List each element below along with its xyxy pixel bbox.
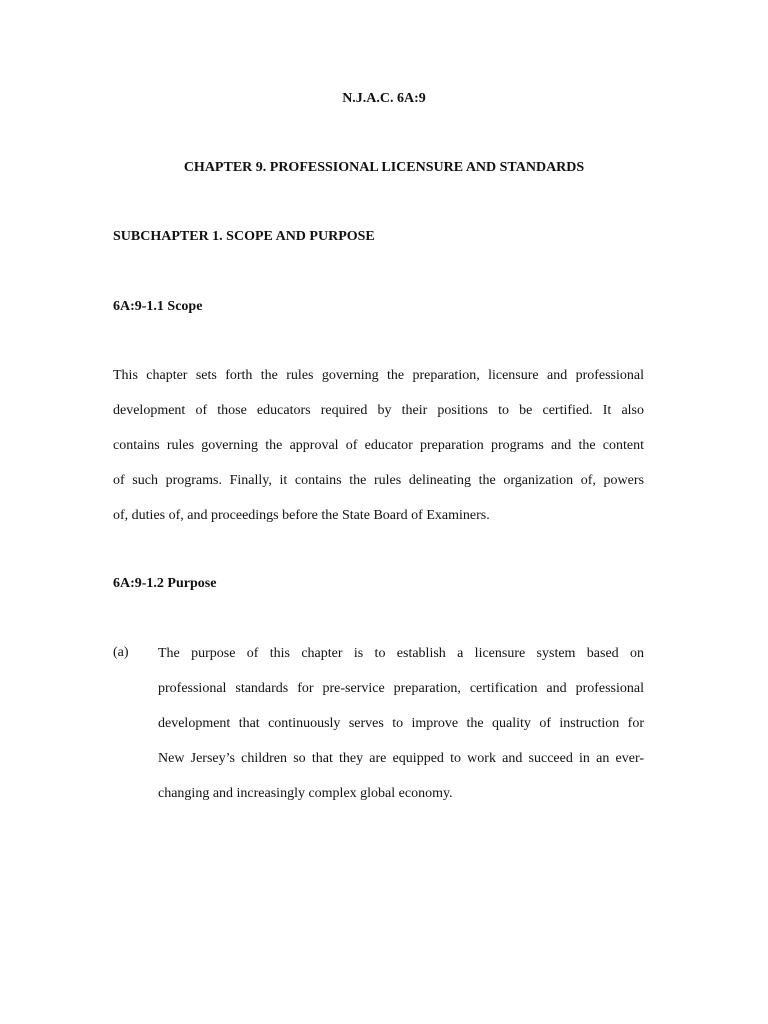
paragraph-line: development that continuously serves to improve the quality of instruction for: [158, 716, 644, 731]
paragraph-line: changing and increasingly complex global economy.: [158, 786, 453, 801]
section-scope-heading: 6A:9-1.1 Scope: [113, 299, 203, 314]
list-item-label: (a): [113, 645, 129, 660]
paragraph-line: The purpose of this chapter is to establish a licensure system based on: [158, 646, 644, 661]
paragraph-line: of, duties of, and proceedings before the State Board of Examiners.: [113, 508, 490, 523]
section-scope-paragraph: [113, 358, 644, 533]
section-purpose-paragraph: [158, 636, 644, 811]
paragraph-line: professional standards for pre-service preparation, certification and professional: [158, 681, 644, 696]
paragraph-line: New Jersey’s children so that they are equipped to work and succeed in an ever-: [158, 751, 644, 766]
chapter-title: CHAPTER 9. PROFESSIONAL LICENSURE AND STANDARDS: [183, 160, 585, 175]
paragraph-line: of such programs. Finally, it contains the rules delineating the organization of, powers: [113, 473, 644, 488]
document-code: N.J.A.C. 6A:9: [342, 91, 426, 106]
paragraph-line: This chapter sets forth the rules governing the preparation, licensure and professional: [113, 368, 644, 383]
section-purpose-heading: 6A:9-1.2 Purpose: [113, 576, 217, 591]
paragraph-line: development of those educators required by their positions to be certified. It also: [113, 403, 644, 418]
paragraph-line: contains rules governing the approval of educator preparation programs and the content: [113, 438, 644, 453]
subchapter-title: SUBCHAPTER 1. SCOPE AND PURPOSE: [113, 229, 375, 244]
